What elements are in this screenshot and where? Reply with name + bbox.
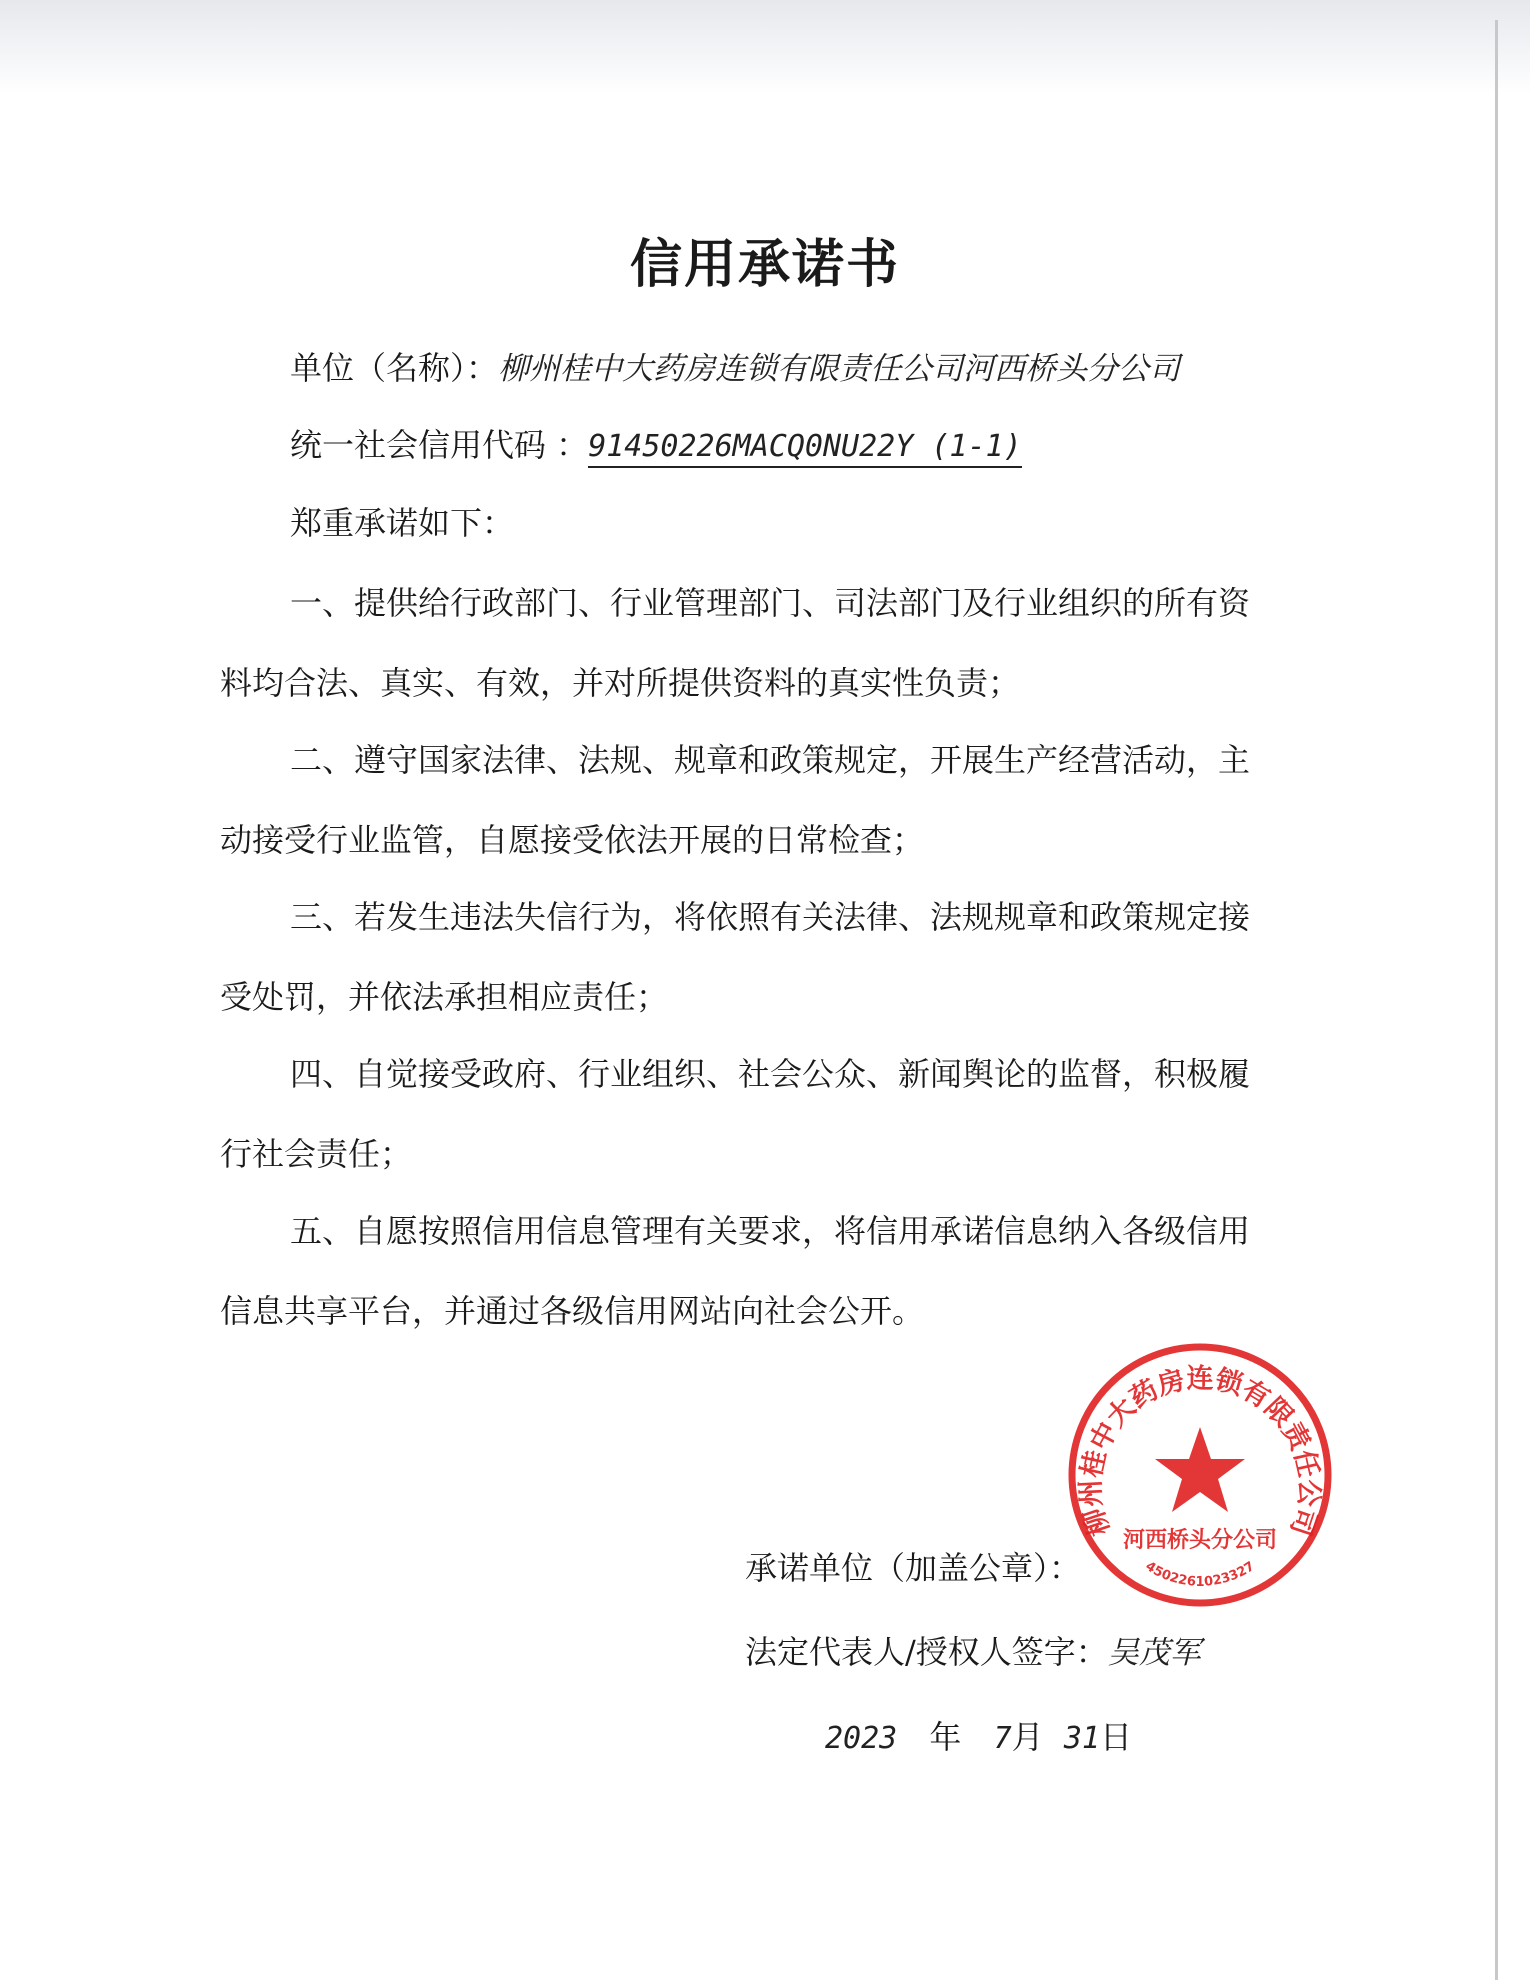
date-year-char: 年 xyxy=(929,1718,962,1756)
document-title: 信用承诺书 xyxy=(629,234,900,295)
seal-ring-text: 柳州桂中大药房连锁有限责任公司 xyxy=(1075,1363,1325,1540)
credit-code-value: 91450226MACQ0NU22Y (1-1) xyxy=(588,429,1021,468)
date-month-char: 月 xyxy=(1011,1718,1044,1756)
seal-inner-text: 河西桥头分公司 xyxy=(1122,1528,1278,1553)
company-seal xyxy=(1060,1335,1340,1615)
commitment-paragraph: 一、提供给行政部门、行业管理部门、司法部门及行业组织的所有资料均合法、真实、有效，并对所提供资料的真实性负责； xyxy=(220,584,1251,702)
signature: 吴茂军 xyxy=(1107,1635,1201,1671)
commitment-paragraph: 五、自愿按照信用信息管理有关要求，将信用承诺信息纳入各级信用信息共享平台，并通过各级信用网站向社会公开。 xyxy=(220,1212,1251,1330)
date-year: 2023 xyxy=(825,1721,898,1756)
scan-shadow xyxy=(0,0,1530,95)
commitment-paragraph: 二、遵守国家法律、法规、规章和政策规定，开展生产经营活动，主动接受行业监管，自愿接受依法开展的日常检查； xyxy=(220,741,1251,859)
unit-name-value: 柳州桂中大药房连锁有限责任公司河西桥头分公司 xyxy=(498,351,1181,387)
commitment-intro: 郑重承诺如下： xyxy=(290,504,515,542)
svg-text:4502261023327 xyxy=(1143,1559,1258,1590)
sign-rep-label: 法定代表人/授权人签字： xyxy=(745,1633,1108,1671)
sign-unit-label: 承诺单位（加盖公章）： xyxy=(745,1549,1082,1587)
commitment-paragraph: 四、自觉接受政府、行业组织、社会公众、新闻舆论的监督，积极履行社会责任； xyxy=(220,1055,1251,1173)
seal-code-text: 4502261023327 xyxy=(1142,1558,1258,1590)
credit-code-label: 统一社会信用代码 ： xyxy=(290,426,589,464)
unit-name-label: 单位（名称）： xyxy=(290,349,499,387)
commitment-paragraph: 三、若发生违法失信行为，将依照有关法律、法规规章和政策规定接受处罚，并依法承担相应责任； xyxy=(220,898,1251,1016)
unit-name-row xyxy=(290,343,1180,389)
date-day-char: 日 xyxy=(1099,1718,1132,1756)
seal-star-icon xyxy=(1155,1427,1245,1512)
scan-edge xyxy=(1495,20,1498,1980)
date-month: 7 xyxy=(993,1721,1012,1756)
sign-rep-row xyxy=(745,1627,1201,1673)
sign-date xyxy=(825,1712,1132,1758)
credit-code-row xyxy=(290,420,1022,466)
date-day: 31 xyxy=(1063,1721,1100,1756)
